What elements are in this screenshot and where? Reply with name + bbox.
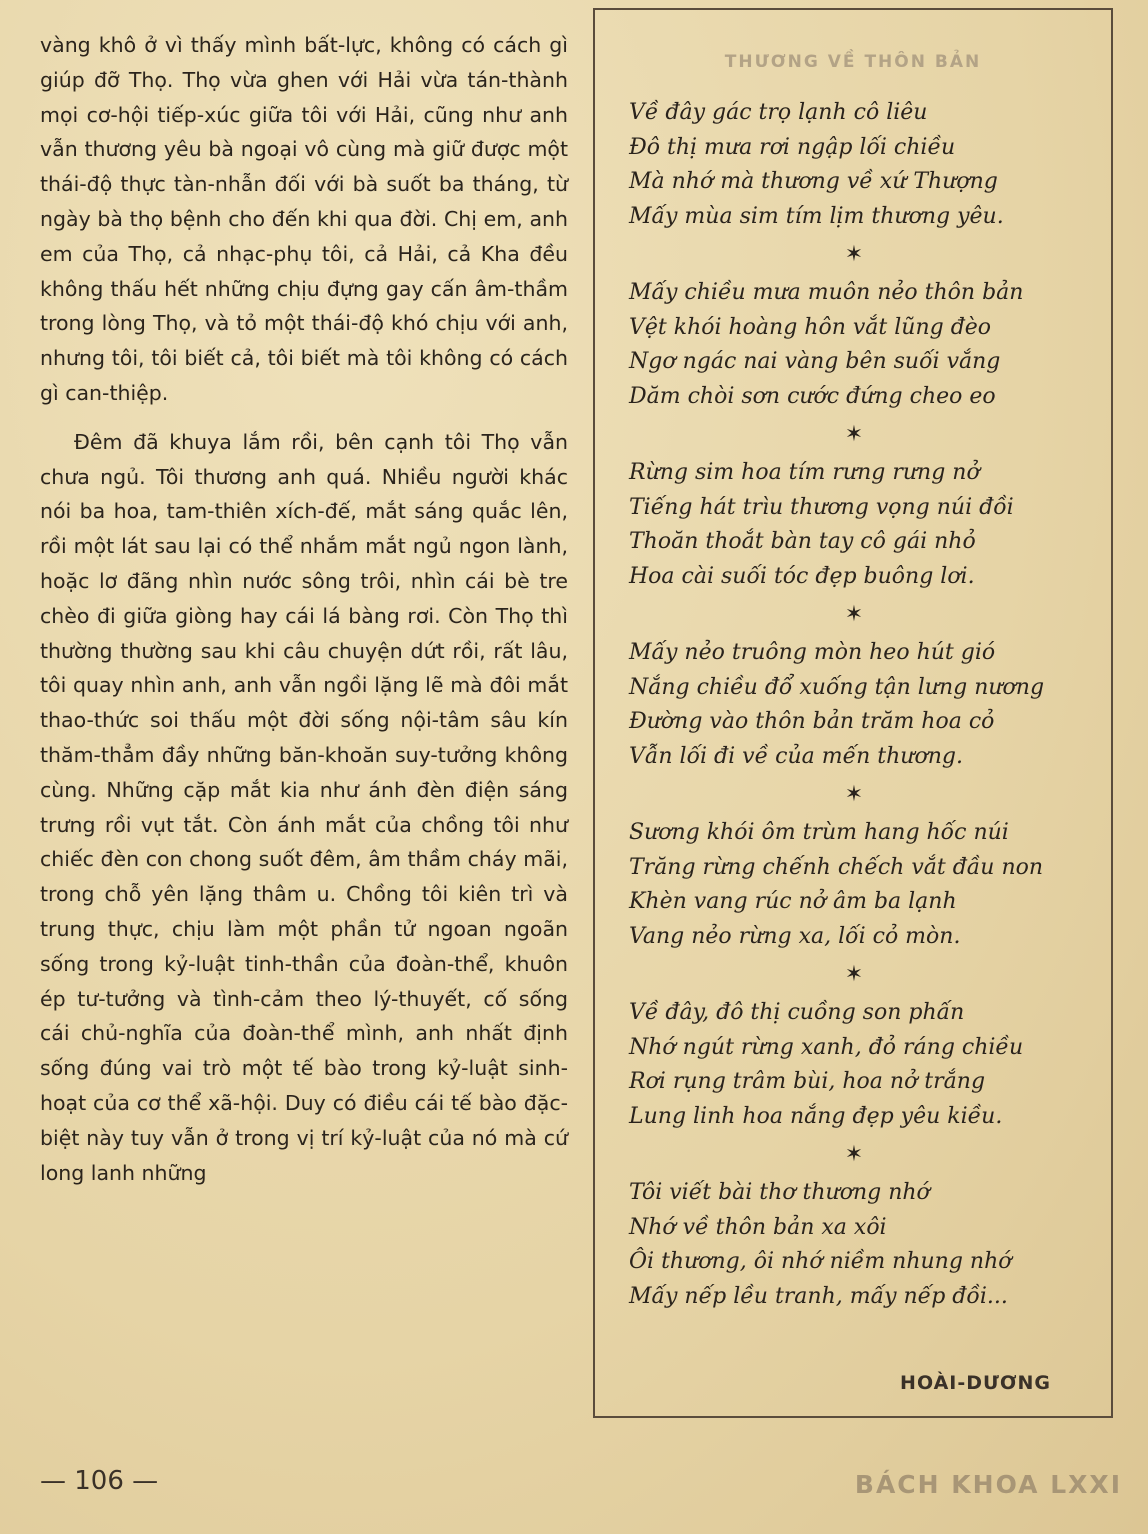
poem-line: Vệt khói hoàng hôn vắt lũng đèo bbox=[629, 314, 992, 340]
poem-line: Sương khói ôm trùm hang hốc núi bbox=[629, 820, 1009, 845]
poem-line: Tiếng hát trìu thương vọng núi đồi bbox=[629, 494, 1014, 520]
poem-line: Vang nẻo rừng xa, lối cỏ mòn. bbox=[629, 923, 961, 949]
poem-line: Về đây, đô thị cuồng son phấn bbox=[629, 1000, 965, 1025]
article-paragraph-1: vàng khô ở vì thấy mình bất-lực, không có cách gì giúp đỡ Thọ. Thọ vừa ghen với Hải vừa tán-thành mọi cơ-hội tiếp-xúc giữa tôi với Hải, cũng như anh vẫn thương yêu bà ngoại vô cùng mà giữ được một thái-độ thực tàn-nhẫn đối với bà suốt ba tháng, từ ngày bà thọ bệnh cho đến khi qua đời. Chị em, anh em của Thọ, cả nhạc-phụ tôi, cả Hải, cả Kha đều không thấu hết những chịu đựng gay cấn âm-thầm trong lòng Thọ, và tỏ một thái-độ khó chịu với anh, nhưng tôi, tôi biết cả, tôi biết mà tôi không có cách gì can-thiệp. bbox=[40, 33, 568, 405]
poem-stanza bbox=[629, 1176, 1099, 1314]
page-number: — 106 — bbox=[40, 1466, 159, 1496]
poem-stanza bbox=[629, 996, 1099, 1134]
stanza-separator-star-icon: ✶ bbox=[844, 782, 864, 807]
stanza-separator-star-icon: ✶ bbox=[844, 962, 864, 987]
stanza-separator-star-icon: ✶ bbox=[844, 242, 864, 267]
poem-line: Đường vào thôn bản trăm hoa cỏ bbox=[629, 709, 995, 734]
poem-line: Mấy nẻo truông mòn heo hút gió bbox=[629, 640, 996, 665]
poem-line: Dăm chòi sơn cước đứng cheo eo bbox=[629, 383, 996, 409]
poem-line: Đô thị mưa rơi ngập lối chiều bbox=[629, 134, 956, 160]
poem-line: Mấy nếp lều tranh, mấy nếp đồi... bbox=[629, 1283, 1008, 1309]
article-paragraph-2: Đêm đã khuya lắm rồi, bên cạnh tôi Thọ vẫn chưa ngủ. Tôi thương anh quá. Nhiều người khác nói ba hoa, tam-thiên xích-đế, mắt sáng quắc lên, rồi một lát sau lại có thể nhắm mắt ngủ ngon lành, hoặc lơ đãng nhìn nước sông trôi, nhìn cái bè tre chèo đi giữa giòng hay cái lá bàng rơi. Còn Thọ thì thường thường sau khi câu chuyện dứt rồi, rất lâu, tôi quay nhìn anh, anh vẫn ngồi lặng lẽ mà đôi mắt thao-thức soi thấu một đời sống nội-tâm sâu kín thăm-thẳm đầy những băn-khoăn suy-tưởng không cùng. Những cặp mắt kia như ánh đèn điện sáng trưng rồi vụt tắt. Còn ánh mắt của chồng tôi như chiếc đèn con chong suốt đêm, âm thầm cháy mãi, trong chỗ yên lặng thâm u. Chồng tôi kiên trì và trung thực, chịu làm một phần tử ngoan ngoãn sống trong kỷ-luật tinh-thần của đoàn-thể, khuôn ép tư-tưởng và tình-cảm theo lý-thuyết, cố sống cái chủ-nghĩa của đoàn-thể mình, anh nhất định sống đúng vai trò một tế bào trong kỷ-luật sinh-hoạt của cơ thể xã-hội. Duy có điều cái tế bào đặc-biệt này tuy vẫn ở trong vị trí kỷ-luật của nó mà cứ long lanh những bbox=[40, 429, 568, 1185]
poem-line: Về đây gác trọ lạnh cô liêu bbox=[629, 100, 928, 125]
stanza-separator-star-icon: ✶ bbox=[844, 602, 864, 627]
poem-stanza bbox=[629, 456, 1099, 594]
magazine-name: BÁCH KHOA LXXI bbox=[854, 1470, 1122, 1499]
poem-title: THƯƠNG VỀ THÔN BẢN bbox=[724, 52, 982, 72]
poem-line: Ngơ ngác nai vàng bên suối vắng bbox=[629, 349, 1001, 374]
stanza-separator-star-icon: ✶ bbox=[844, 422, 864, 447]
left-article-column bbox=[40, 28, 568, 1190]
poem-stanza bbox=[629, 816, 1099, 954]
poem-line: Mấy chiều mưa muôn nẻo thôn bản bbox=[629, 280, 1024, 305]
poem-line: Mấy mùa sim tím lịm thương yêu. bbox=[629, 203, 1004, 229]
poem-line: Trăng rừng chếnh chếch vắt đầu non bbox=[629, 854, 1044, 880]
poem-box bbox=[593, 8, 1113, 1418]
poem-line: Rừng sim hoa tím rưng rưng nở bbox=[629, 460, 980, 485]
stanza-separator-star-icon: ✶ bbox=[844, 1142, 864, 1167]
poem-line: Mà nhớ mà thương về xứ Thượng bbox=[629, 169, 998, 194]
poem-stanza bbox=[629, 276, 1099, 414]
poem-line: Nhớ ngút rừng xanh, đỏ ráng chiều bbox=[629, 1034, 1024, 1060]
poem-stanza bbox=[629, 636, 1099, 774]
poem-line: Ôi thương, ôi nhớ niềm nhung nhớ bbox=[629, 1249, 1012, 1274]
poem-line: Vẫn lối đi về của mến thương. bbox=[629, 743, 963, 769]
poem-stanzas bbox=[629, 96, 1099, 1314]
poem-author: HOÀI-DƯƠNG bbox=[900, 1372, 1051, 1394]
poem-line: Thoăn thoắt bàn tay cô gái nhỏ bbox=[629, 529, 976, 554]
poem-line: Hoa cài suối tóc đẹp buông lơi. bbox=[629, 563, 975, 589]
poem-line: Nhớ về thôn bản xa xôi bbox=[629, 1214, 887, 1240]
poem-line: Khèn vang rúc nở âm ba lạnh bbox=[629, 889, 957, 914]
poem-stanza bbox=[629, 96, 1099, 234]
poem-line: Nắng chiều đổ xuống tận lưng nương bbox=[629, 674, 1045, 700]
poem-line: Tôi viết bài thơ thương nhớ bbox=[629, 1180, 930, 1205]
poem-line: Rơi rụng trâm bùi, hoa nở trắng bbox=[629, 1069, 986, 1094]
poem-line: Lung linh hoa nắng đẹp yêu kiều. bbox=[629, 1103, 1003, 1129]
